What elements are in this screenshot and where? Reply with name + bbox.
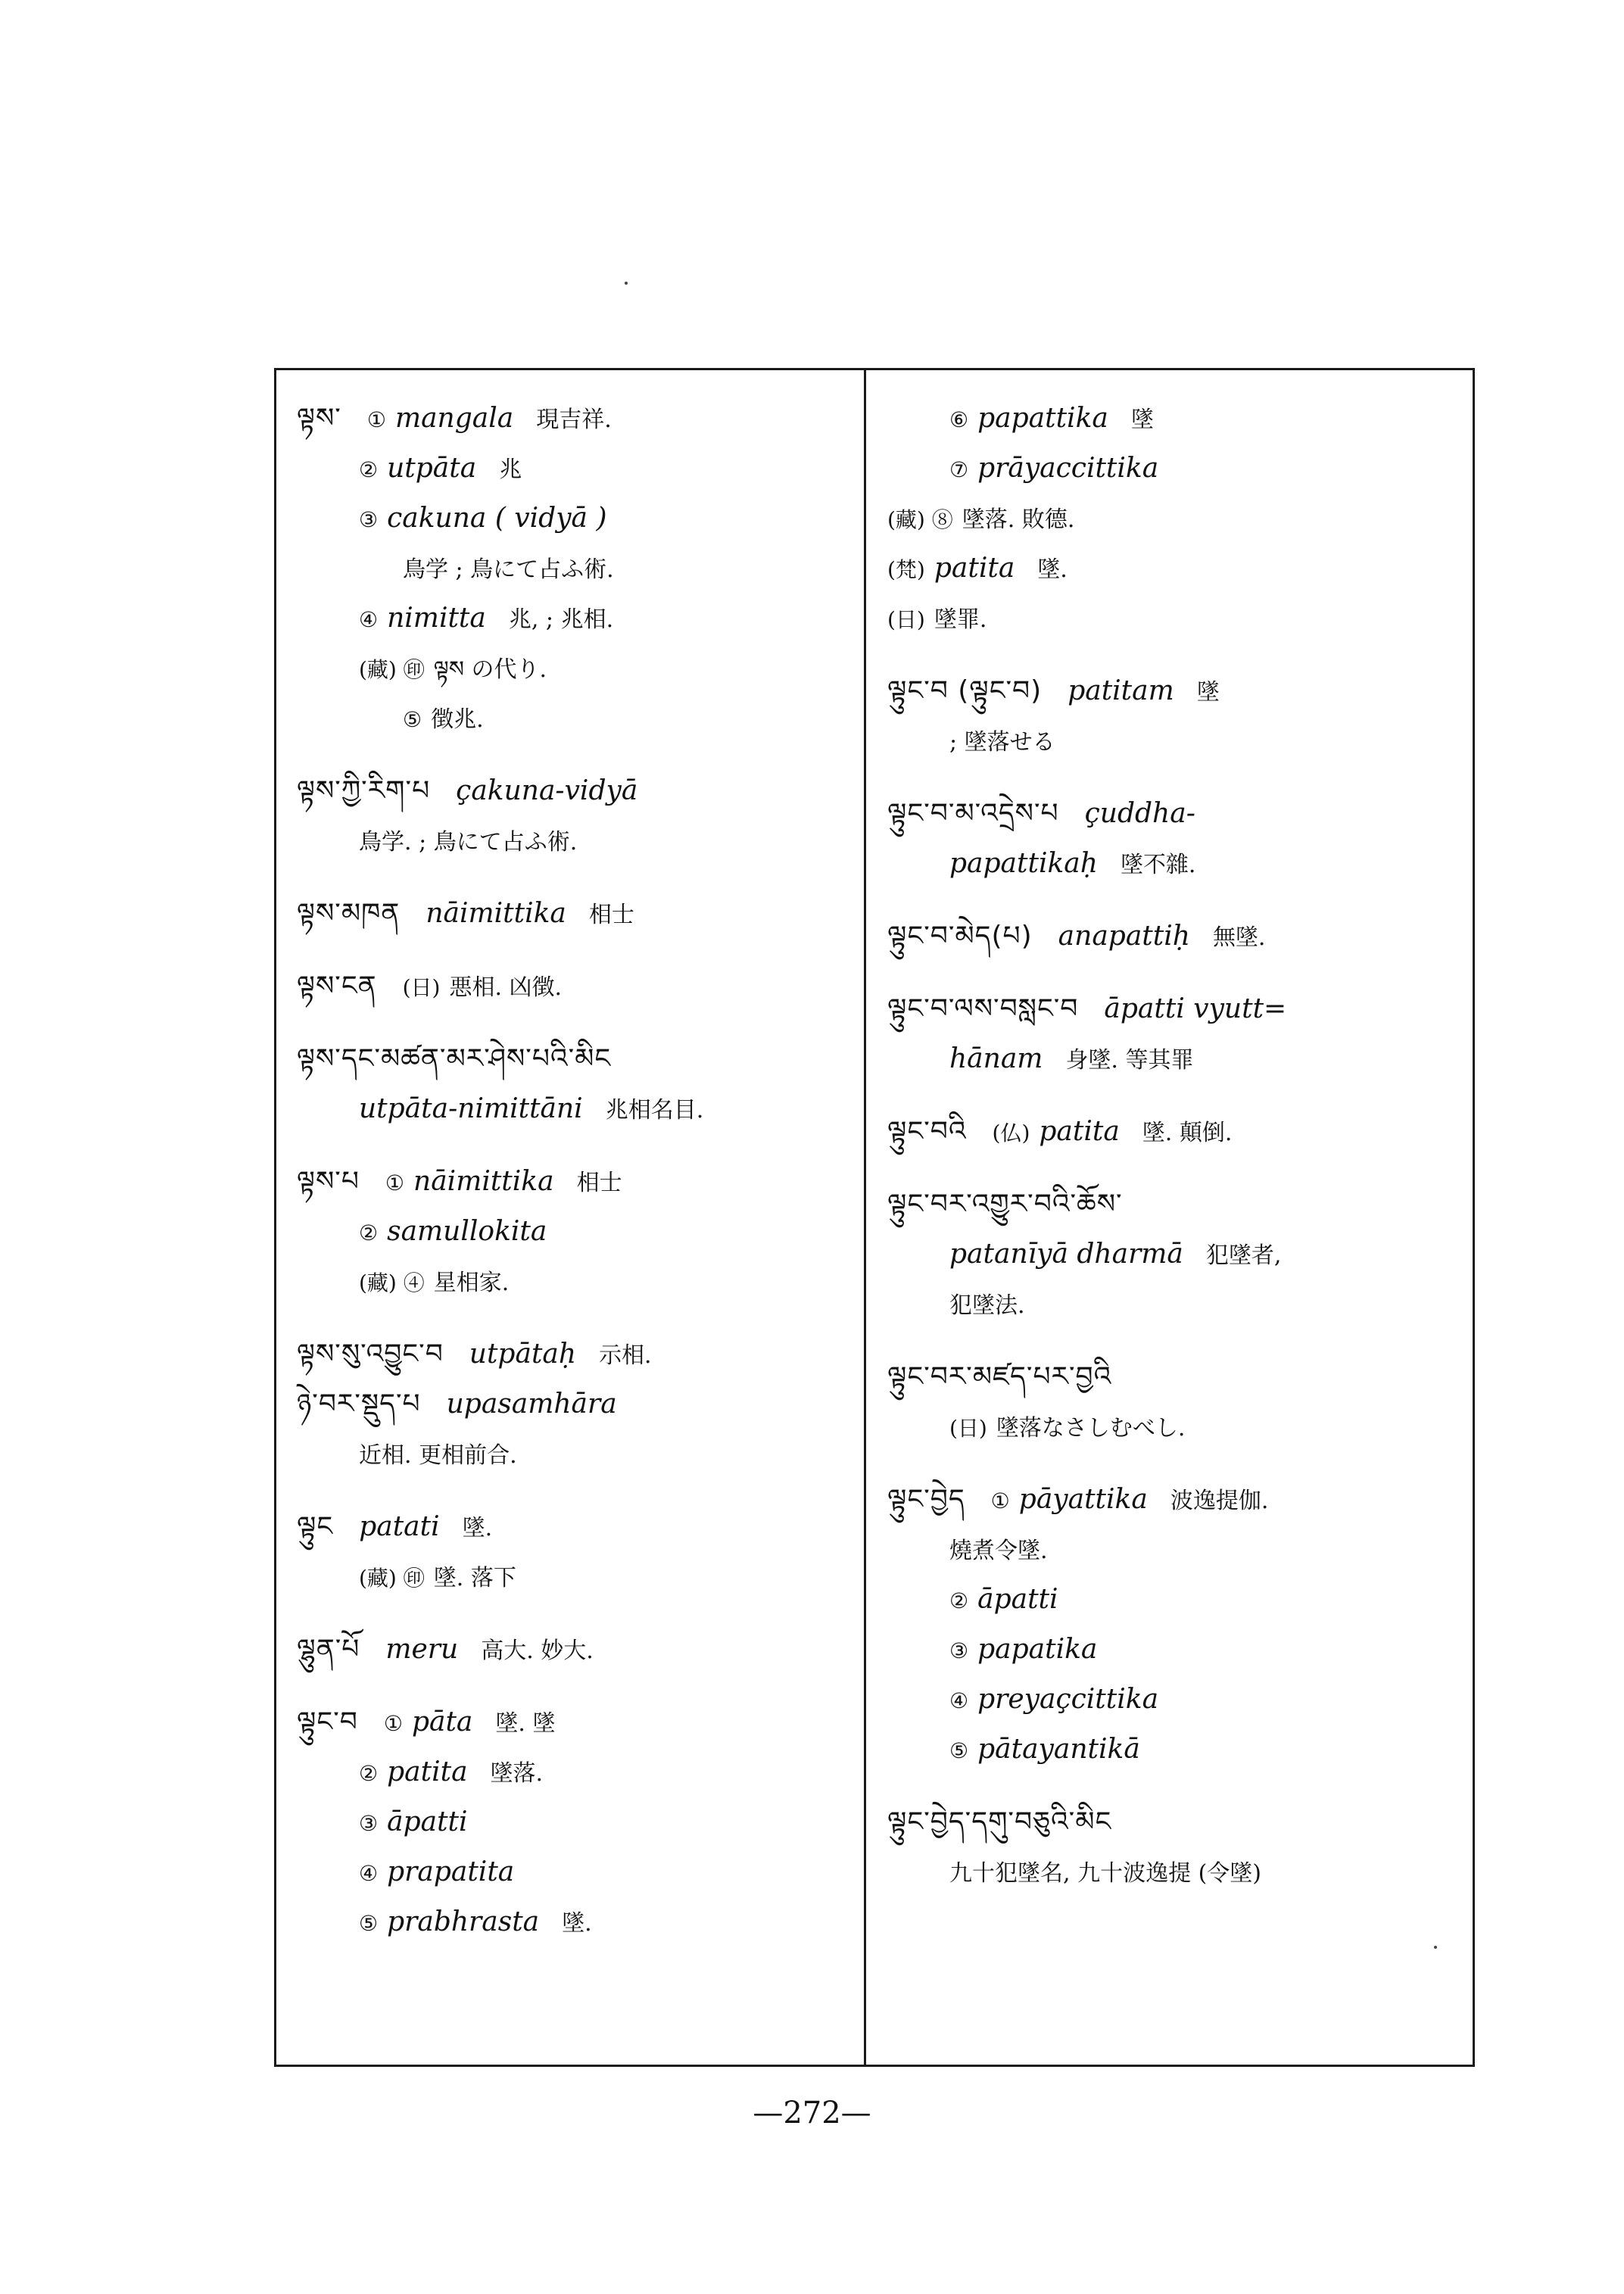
dictionary-entry [887,1352,1455,1452]
dictionary-entry [297,394,842,743]
entry-line [887,839,1455,889]
sanskrit-equivalent: āpatti [387,1806,468,1837]
sanskrit-equivalent: prabhrasta [387,1906,540,1937]
japanese-gloss: 現吉祥. [536,407,612,433]
sanskrit-equivalent: patita [934,553,1015,584]
sanskrit-equivalent: çakuna-vidyā [456,775,638,806]
sense-marker: ① [383,1711,403,1736]
japanese-gloss: 無墜. [1212,924,1266,951]
japanese-gloss: ; 墜落せる [949,729,1055,756]
sanskrit-equivalent: preyaçcittika [977,1684,1159,1715]
tibetan-term: ལྟུང་བྱེད་དགུ་བཅུའི་མིང [887,1806,1112,1837]
column-divider [864,368,866,2067]
japanese-gloss: 兆 [499,457,522,483]
sense-marker: ⑥ [949,407,969,432]
entry-line [887,394,1455,444]
tibetan-term: ལྟས་ངན [297,971,377,1002]
sanskrit-equivalent: pātayantikā [977,1734,1140,1765]
dictionary-entry [887,912,1455,962]
japanese-gloss: 墜不雜. [1120,852,1196,878]
japanese-gloss: 墜落. [490,1760,544,1787]
dictionary-entry [297,1625,842,1675]
entry-line [887,1180,1455,1230]
entry-line [297,1034,842,1084]
entry-line [887,1107,1455,1157]
entry-line [297,1257,842,1307]
sense-marker: ④ [359,607,379,632]
entry-line [297,394,842,444]
dictionary-entry [297,889,842,939]
sense-marker: ③ [359,507,379,532]
sense-marker: (日) [887,607,925,632]
tibetan-term: ལྟས་པ [297,1166,360,1197]
entry-line [887,912,1455,962]
sanskrit-equivalent: nāimittika [425,898,566,929]
japanese-gloss: 墜罪. [934,606,987,633]
entry-line [297,1747,842,1797]
entry-line [887,666,1455,716]
entry-line [297,1552,842,1602]
sense-marker: ② [359,1220,379,1245]
japanese-gloss: 悪相. 凶徴. [449,974,563,1001]
speck [625,282,628,285]
entry-line [297,544,842,594]
sense-marker: ① [385,1170,405,1195]
entry-line [297,1797,842,1847]
tibetan-term: ལྟུང་བའི [887,1116,967,1147]
sense-marker: ② [949,1588,969,1613]
entry-line [887,1575,1455,1625]
japanese-gloss: 犯墜法. [949,1292,1025,1319]
tibetan-term: ལྟུང [297,1511,334,1542]
entry-line [887,1402,1455,1452]
sanskrit-equivalent: pāta [411,1706,473,1738]
sense-marker: ④ [359,1861,379,1886]
japanese-gloss: 墜. 墜 [495,1710,556,1737]
sanskrit-equivalent: utpāta [387,453,477,484]
sense-marker: ⑤ [359,1911,379,1936]
tibetan-term: ཉེ་བར་སྡུད་པ [297,1389,421,1420]
sanskrit-equivalent: patita [387,1756,468,1788]
japanese-gloss: 墜落なさしむべし. [996,1415,1186,1442]
sanskrit-equivalent: prāyaccittika [977,453,1159,484]
japanese-gloss: 示相. [599,1342,652,1369]
sanskrit-equivalent: āpatti vyutt= [1104,993,1287,1024]
japanese-gloss: 墜落. 敗德. [962,506,1075,533]
tibetan-term: ལྟུང་བ་མ་འདྲེས་པ [887,798,1059,829]
sanskrit-equivalent: çuddha- [1084,798,1195,829]
japanese-gloss: 相士 [588,902,634,928]
sanskrit-equivalent: nimitta [387,603,486,634]
japanese-gloss: 墜. [562,1910,592,1937]
japanese-gloss: 墜. 顛倒. [1142,1120,1233,1146]
entry-line [297,1329,842,1379]
entry-line [297,1897,842,1947]
tibetan-term: ལྟུང་བར་འགྱུར་བའི་ཆོས་ [887,1189,1123,1220]
entry-line [297,1625,842,1675]
entry-line [887,594,1455,644]
sanskrit-equivalent: utpāta-nimittāni [359,1093,583,1124]
sanskrit-equivalent: anapattiḥ [1058,921,1190,952]
dictionary-entry [887,394,1455,644]
japanese-gloss: 墜 [1130,407,1154,433]
sanskrit-equivalent: upasamhāra [446,1389,617,1420]
sanskrit-equivalent: pāyattika [1018,1484,1148,1515]
dictionary-entry [887,1180,1455,1329]
japanese-gloss: 墜. 落下 [433,1565,516,1591]
dictionary-entry [297,1157,842,1307]
sanskrit-equivalent: samullokita [387,1216,547,1247]
entry-line [887,984,1455,1034]
japanese-gloss: 燒煮令墜. [949,1538,1048,1564]
entry-line [297,1157,842,1207]
sense-marker: ⑦ [949,457,969,482]
dictionary-entry [297,1034,842,1134]
entry-line [887,1797,1455,1847]
entry-line [297,962,842,1011]
dictionary-entry [887,666,1455,766]
sanskrit-equivalent: meru [385,1634,459,1665]
japanese-gloss: 徴兆. [431,706,484,733]
japanese-gloss: 近相. 更相前合. [359,1442,517,1469]
sanskrit-equivalent: hānam [949,1043,1043,1074]
dictionary-entry [887,1107,1455,1157]
sense-marker: ③ [949,1638,969,1663]
sense-marker: ① [366,407,386,432]
entry-line [887,1279,1455,1329]
sanskrit-equivalent: patati [359,1511,440,1542]
sanskrit-equivalent: patitam [1068,675,1174,706]
dictionary-entry [297,1697,842,1947]
japanese-gloss: 身墜. 等其罪 [1065,1047,1194,1074]
entry-line [887,1847,1455,1897]
sanskrit-equivalent: āpatti [977,1584,1058,1615]
entry-line [297,889,842,939]
entry-line [297,444,842,494]
dictionary-entry [887,1797,1455,1897]
entry-line [297,693,842,743]
sanskrit-equivalent: patanīyā dharmā [949,1239,1183,1270]
entry-line [887,789,1455,839]
speck [1434,1946,1437,1949]
entry-line [297,1429,842,1479]
sense-marker: (藏) ㊞ [359,1566,425,1591]
tibetan-term: ལྟུང་བ [297,1706,358,1738]
japanese-gloss: 墜. [1037,556,1068,583]
sanskrit-equivalent: mangala [394,403,514,434]
sense-marker: (藏) ⑧ [887,507,953,532]
entry-line [297,1207,842,1257]
tibetan-term: ལྟས་མཁན [297,898,401,929]
sanskrit-equivalent: utpātaḥ [469,1339,577,1370]
entry-line [297,1379,842,1429]
sanskrit-equivalent: nāimittika [413,1166,554,1197]
left-column [297,394,842,1970]
sanskrit-equivalent: papatika [977,1634,1098,1665]
tibetan-term: ལྟས་དང་མཚན་མར་ཤེས་པའི་མིང [297,1043,612,1074]
sense-marker: ⑤ [403,707,422,732]
tibetan-term: ལྟུང་བར་མཛད་པར་བྱའི [887,1361,1112,1392]
tibetan-term: ལྷུན་པོ [297,1634,360,1665]
sanskrit-equivalent: cakuna ( vidyā ) [387,503,607,534]
entry-line [887,1725,1455,1775]
japanese-gloss: 兆, ; 兆相. [508,606,614,633]
entry-line [887,494,1455,544]
sense-marker: (梵) [887,557,925,582]
entry-line [297,644,842,693]
sanskrit-equivalent: papattikaḥ [949,848,1098,879]
sense-marker: ② [359,457,379,482]
entry-line [887,1525,1455,1575]
sense-marker: (藏) ㊞ [359,657,425,682]
japanese-gloss: 鳥学 ; 鳥にて占ふ術. [403,556,614,583]
sense-marker: ③ [359,1811,379,1836]
sense-marker: (仏) [992,1121,1030,1145]
entry-line [887,716,1455,766]
entry-line [887,1230,1455,1279]
sanskrit-equivalent: prapatita [387,1856,515,1887]
japanese-gloss: 墜 [1196,679,1220,706]
entry-line [297,1084,842,1134]
entry-line [297,1847,842,1897]
tibetan-term: ལྟུང་བྱེད [887,1484,965,1515]
japanese-gloss: 墜. [462,1515,493,1541]
tibetan-term: ལྟུང་བ་མེད(པ) [887,921,1033,952]
japanese-gloss: 犯墜者, [1205,1242,1282,1269]
page-number: —272— [753,2096,871,2130]
tibetan-term: ལྟས་སུ་འབྱུང་བ [297,1339,444,1370]
japanese-gloss: 高大. 妙大. [481,1638,594,1664]
entry-line [887,1675,1455,1725]
japanese-gloss: ལྟས の代り. [433,656,547,683]
entry-line [887,1034,1455,1084]
entry-line [297,1697,842,1747]
sanskrit-equivalent: papattika [977,403,1108,434]
tibetan-term: ལྟས་ཀྱི་རིག་པ [297,775,431,806]
sense-marker: (藏) ④ [359,1270,425,1295]
entry-line [297,766,842,816]
sense-marker: ⑤ [949,1738,969,1763]
japanese-gloss: 鳥学. ; 鳥にて占ふ術. [359,829,578,856]
tibetan-term: ལྟུང་བ (ལྟུང་བ) [887,675,1043,706]
dictionary-entry [297,1502,842,1602]
dictionary-entry [887,1475,1455,1775]
japanese-gloss: 波逸提伽. [1170,1488,1269,1514]
japanese-gloss: 九十犯墜名, 九十波逸提 (令墜) [949,1860,1262,1887]
dictionary-entry [887,789,1455,889]
japanese-gloss: 相士 [576,1170,622,1196]
entry-line [297,1502,842,1552]
entry-line [887,1352,1455,1402]
sense-marker: (日) [949,1416,987,1441]
right-column [887,394,1455,1920]
dictionary-entry [297,1329,842,1479]
sense-marker: ① [990,1488,1010,1513]
dictionary-entry [297,766,842,866]
sense-marker: (日) [402,975,441,1000]
dictionary-entry [297,962,842,1011]
sanskrit-equivalent: patita [1039,1116,1120,1147]
entry-line [887,544,1455,594]
tibetan-term: ལྟུང་བ་ལས་བསླང་བ [887,993,1079,1024]
sense-marker: ④ [949,1688,969,1713]
entry-line [297,594,842,644]
entry-line [297,494,842,544]
japanese-gloss: 兆相名目. [605,1097,704,1124]
entry-line [887,1475,1455,1525]
entry-line [297,816,842,866]
entry-line [887,1625,1455,1675]
japanese-gloss: 星相家. [433,1270,510,1296]
tibetan-term: ལྟས་ [297,403,341,434]
entry-line [887,444,1455,494]
sense-marker: ② [359,1761,379,1786]
dictionary-entry [887,984,1455,1084]
